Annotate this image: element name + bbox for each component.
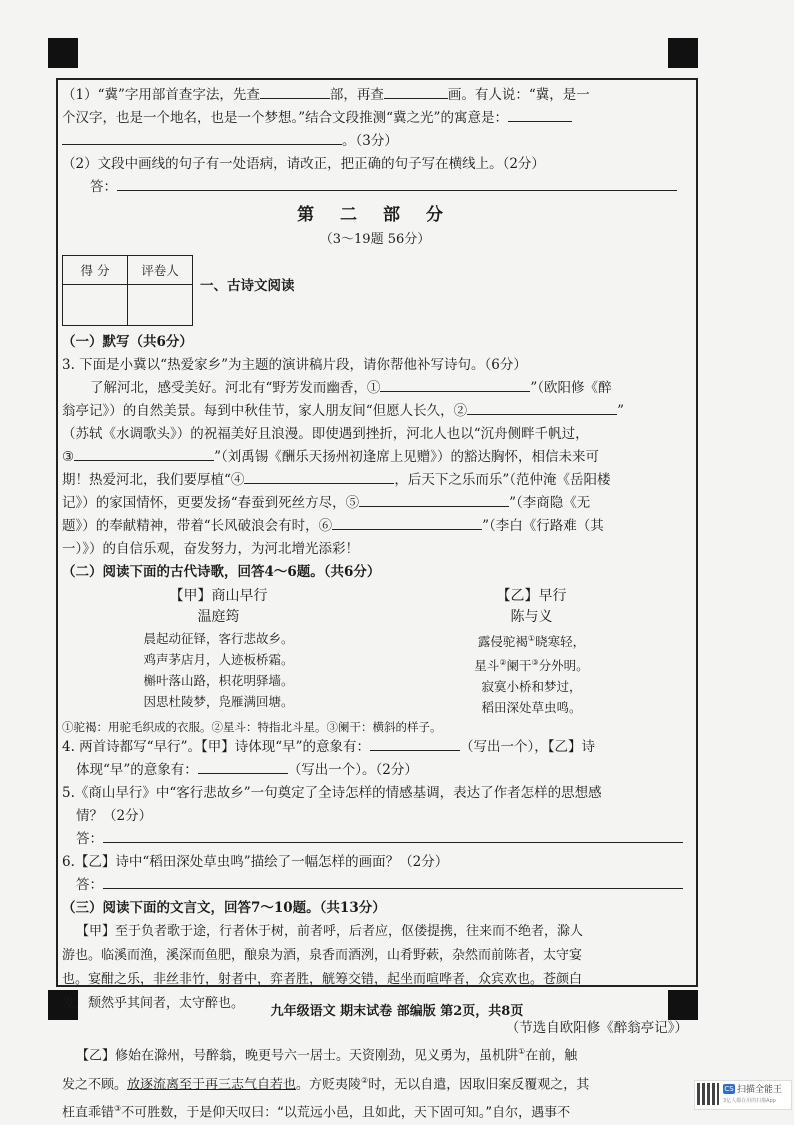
q3-line8: 一）》）的自信乐观，奋发努力，为河北增光添彩！ <box>62 541 359 557</box>
s1-title: （一）默写（共6分） <box>62 334 193 350</box>
answer-blank[interactable] <box>384 84 448 99</box>
q5-line2: 情？（2分） <box>76 808 153 825</box>
poem-b-line: 稻田深处草虫鸣。 <box>481 700 582 716</box>
qr-code-icon <box>697 1083 719 1105</box>
text-line: 发，颓然乎其间者，太守醉也。 <box>62 996 245 1012</box>
poem-b-line: 寂寞小桥和梦过， <box>481 679 582 695</box>
poem-a-line: 槲叶落山路，枳花明驿墙。 <box>143 673 294 688</box>
poem-b-line: 露侵驼褐①晓寒轻， <box>477 634 586 650</box>
scanner-watermark <box>694 1080 792 1110</box>
exam-content <box>62 84 688 1125</box>
text-a-source: （节选自欧阳修《醉翁亭记》） <box>505 1020 688 1037</box>
part-subtitle: （3～19题 56分） <box>319 232 431 247</box>
s2-title: （二）阅读下面的古代诗歌，回答4～6题。（共6分） <box>62 564 381 580</box>
poems <box>62 586 688 718</box>
q1-line1: （1）“冀”字用部首查字法，先查 部，再查 画。有人说：“冀，是一 <box>62 84 688 107</box>
q3-intro: 3. 下面是小冀以“热爱家乡”为主题的演讲稿片段，请你帮他补写诗句。（6分） <box>62 357 527 373</box>
answer-blank[interactable] <box>467 400 617 415</box>
answer-line[interactable] <box>103 874 683 889</box>
poem-a <box>89 586 349 718</box>
text-line: 【乙】修始在滁州，号醉翁，晚更号六一居士。天资刚劲，见义勇为，虽机阱①在前，触 <box>76 1047 578 1064</box>
q4-line1: 4. 两首诗都写“早行”。【甲】诗体现“早”的意象有： （写出一个），【乙】诗 <box>62 736 688 759</box>
q3-line3: （苏轼《水调歌头》）的祝福美好且浪漫。即使遇到挫折，河北人也以“沉舟侧畔千帆过， <box>62 426 589 442</box>
poem-b-line: 星斗②阑干③分外明。 <box>474 658 589 674</box>
q6-line1: 6.【乙】诗中“稻田深处草虫鸣”描绘了一幅怎样的画面？（2分） <box>62 854 449 871</box>
page-footer: 九年级语文 期末试卷 部编版 第2页，共8页 <box>270 1004 524 1019</box>
score-table <box>62 255 193 326</box>
answer-line[interactable] <box>117 176 677 191</box>
poem-a-line: 因思杜陵梦，凫雁满回塘。 <box>143 694 294 709</box>
grader-cell[interactable] <box>128 285 193 326</box>
footnote-mark: ② <box>499 658 507 668</box>
grader-header: 评卷人 <box>128 256 193 285</box>
answer-blank[interactable] <box>244 469 394 484</box>
q3-line2: 翁亭记》）的自然美景。每到中秋佳节，家人朋友间“但愿人长久，② ” <box>62 400 688 423</box>
corner-mark-top-right <box>668 38 698 68</box>
section-title: 一、古诗文阅读 <box>200 278 295 294</box>
score-header: 得 分 <box>63 256 128 285</box>
answer-blank[interactable] <box>332 515 482 530</box>
watermark-subtitle: 3亿人都在用的扫描App <box>723 1098 776 1104</box>
q1-line2: 个汉字，也是一个地名，也是一个梦想。”结合文段推测“冀之光”的寓意是： <box>62 107 688 130</box>
q2-answer: 答： <box>62 176 688 199</box>
q6-answer: 答： <box>62 874 688 897</box>
answer-blank[interactable] <box>260 84 330 99</box>
q3-line1: 了解河北，感受美好。河北有“野芳发而幽香，① ”（欧阳修《醉 <box>62 377 688 400</box>
answer-blank[interactable] <box>62 130 342 145</box>
footnote-mark: ③ <box>114 1103 122 1113</box>
footnote-mark: ① <box>518 1047 526 1057</box>
text-line: 枉直乖错③不可胜数，于是仰天叹曰：“以荒远小邑，且如此，天下固可知。”自尔，遇事不 <box>62 1103 571 1121</box>
poem-a-title: 【甲】商山早行 <box>169 588 268 604</box>
score-box-area <box>62 255 688 331</box>
q3-line6: 记》）的家国情怀，更要发扬“春蚕到死丝方尽，⑤ ”（李商隐《无 <box>62 492 688 515</box>
poem-notes: ①驼褐：用驼毛织成的衣服。②星斗：特指北斗星。③阑干：横斜的样子。 <box>62 720 442 735</box>
classical-text-a <box>62 920 688 1040</box>
poem-b <box>402 586 662 718</box>
answer-blank[interactable] <box>370 736 460 751</box>
q3-line7: 题》）的奉献精神，带着“长风破浪会有时，⑥ ”（李白《行路难（其 <box>62 515 688 538</box>
s3-title: （三）阅读下面的文言文，回答7～10题。（共13分） <box>62 900 386 917</box>
underlined-sentence: 放逐流离至于再三志气自若也 <box>127 1076 297 1092</box>
q4-line2: 体现“早”的意象有： （写出一个）。（2分） <box>62 759 688 782</box>
answer-line[interactable] <box>103 828 683 843</box>
q2-line1: （2）文段中画线的句子有一处语病，请改正，把正确的句子写在横线上。（2分） <box>62 156 545 172</box>
footnote-mark: ② <box>361 1075 369 1085</box>
corner-mark-top-left <box>48 38 78 68</box>
q3-line5: 期！热爱河北，我们要厚植“④ ，后天下之乐而乐”（范仲淹《岳阳楼 <box>62 469 688 492</box>
classical-text-b <box>62 1040 688 1125</box>
answer-blank[interactable] <box>74 446 214 461</box>
footnote-mark: ① <box>527 634 536 643</box>
poem-a-author: 温庭筠 <box>197 609 240 625</box>
score-cell[interactable] <box>63 285 128 326</box>
text-line: 发之不顾。放逐流离至于再三志气自若也。方贬夷陵②时，无以自遣，因取旧案反覆观之，其 <box>62 1075 590 1092</box>
answer-blank[interactable] <box>359 492 509 507</box>
poem-a-line: 晨起动征铎，客行悲故乡。 <box>143 631 294 646</box>
q1-line3: 。（3分） <box>62 130 688 153</box>
footnote-mark: ③ <box>531 658 539 668</box>
text-line: 也。宴酣之乐，非丝非竹，射者中，弈者胜，觥筹交错，起坐而喧哗者，众宾欢也。苍颜白 <box>62 972 583 988</box>
footer-rule <box>56 985 698 987</box>
answer-blank[interactable] <box>508 107 572 122</box>
answer-blank[interactable] <box>198 759 288 774</box>
q5-answer: 答： <box>62 828 688 851</box>
answer-blank[interactable] <box>380 377 530 392</box>
poem-b-title: 【乙】早行 <box>496 588 567 604</box>
poem-a-line: 鸡声茅店月，人迹板桥霜。 <box>143 652 294 667</box>
part-title: 第 二 部 分 <box>297 205 453 225</box>
text-line: 游也。临溪而渔，溪深而鱼肥，酿泉为酒，泉香而酒洌，山肴野蔌，杂然而前陈者，太守宴 <box>62 948 583 964</box>
watermark-name: 扫描全能王 <box>737 1085 783 1095</box>
q5-line1: 5.《商山早行》中“客行悲故乡”一句奠定了全诗怎样的情感基调，表达了作者怎样的思想感 <box>62 785 602 802</box>
poem-b-author: 陈与义 <box>510 609 553 625</box>
camscanner-logo-icon: CS <box>724 1085 734 1093</box>
text-line: 【甲】至于负者歌于途，行者休于树，前者呼，后者应，伛偻提携，往来而不绝者，滁人 <box>76 924 584 940</box>
q3-line4: ③ ”（刘禹锡《酬乐天扬州初逢席上见赠》）的豁达胸怀，相信未来可 <box>62 446 688 469</box>
